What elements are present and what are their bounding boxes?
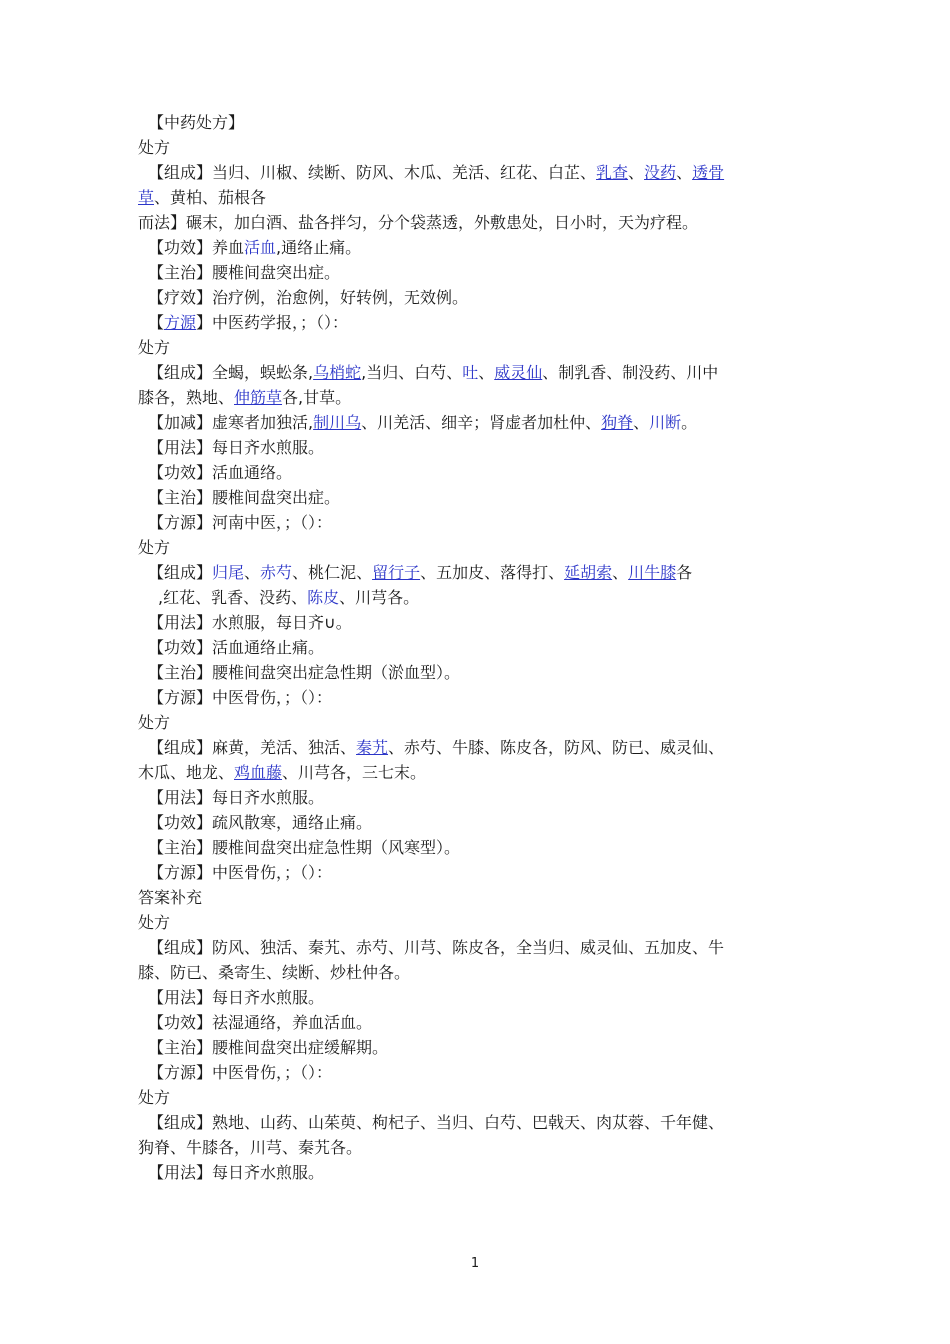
text-line bbox=[138, 360, 803, 385]
text-fragment: 各 bbox=[676, 563, 693, 582]
text-fragment: 【 bbox=[148, 313, 165, 332]
section-heading: 【中药处方】 bbox=[148, 113, 245, 132]
text-line: 【功效】活血通络。 bbox=[148, 463, 293, 482]
prescription-heading: 处方 bbox=[138, 538, 171, 557]
text-fragment: 各,甘草。 bbox=[282, 388, 352, 407]
text-line: 【用法】每日齐水煎服。 bbox=[148, 1163, 325, 1182]
text-fragment: 、 bbox=[612, 563, 629, 582]
text-fragment: ,红花、乳香、没药、 bbox=[158, 588, 308, 607]
text-fragment: ,当归、白芍、 bbox=[361, 363, 463, 382]
text-line: 【方源】中医骨伤，；（）： bbox=[148, 1063, 333, 1082]
text-fragment: 、 bbox=[244, 563, 261, 582]
herb-link[interactable]: 没药 bbox=[644, 163, 677, 182]
text-line: 【用法】每日齐水煎服。 bbox=[148, 788, 325, 807]
text-line bbox=[138, 185, 803, 210]
herb-link[interactable]: 乌梢蛇 bbox=[313, 363, 362, 382]
herb-link[interactable]: 留行子 bbox=[372, 563, 421, 582]
herb-link[interactable]: 秦艽 bbox=[356, 738, 389, 757]
herb-highlight: 赤芍 bbox=[260, 563, 293, 582]
text-fragment: 、 bbox=[628, 163, 645, 182]
text-fragment: 。 bbox=[681, 413, 698, 432]
text-fragment: 、赤芍、牛膝、陈皮各，防风、防已、威灵仙、 bbox=[388, 738, 725, 757]
text-fragment: 、川芎各，三七末。 bbox=[282, 763, 427, 782]
text-line bbox=[138, 585, 803, 610]
text-fragment: 、川芎各。 bbox=[339, 588, 420, 607]
herb-link[interactable]: 乳查 bbox=[596, 163, 629, 182]
text-line: 【组成】防风、独活、秦艽、赤芍、川芎、陈皮各，全当归、威灵仙、五加皮、牛 bbox=[148, 938, 725, 957]
herb-link[interactable]: 制川乌 bbox=[313, 413, 362, 432]
text-fragment: 【组成】麻黄，羌活、独活、 bbox=[148, 738, 357, 757]
herb-highlight: 吐 bbox=[462, 363, 479, 382]
herb-link[interactable]: 延胡索 bbox=[564, 563, 613, 582]
text-fragment: ,通络止痛。 bbox=[276, 238, 362, 257]
text-fragment: 、桃仁泥、 bbox=[292, 563, 373, 582]
prescription-heading: 处方 bbox=[138, 138, 171, 157]
text-line: 而法】碾末，加白酒、盐各拌匀，分个袋蒸透，外敷患处，日小时，天为疗程。 bbox=[138, 213, 699, 232]
text-line bbox=[138, 235, 803, 260]
herb-link[interactable]: 透骨 bbox=[692, 163, 725, 182]
text-line: 【方源】河南中医，；（）： bbox=[148, 513, 333, 532]
herb-link[interactable]: 方源 bbox=[164, 313, 197, 332]
text-fragment: 】中医药学报，；（）： bbox=[196, 313, 349, 332]
text-line: 膝、防已、桑寄生、续断、炒杜仲各。 bbox=[138, 963, 411, 982]
text-fragment: 、五加皮、落得打、 bbox=[420, 563, 565, 582]
text-fragment: 、 bbox=[478, 363, 495, 382]
text-line: 狗脊、牛膝各，川芎、秦艽各。 bbox=[138, 1138, 363, 1157]
text-fragment: 【组成】当归、川椒、续断、防风、木瓜、羌活、红花、白芷、 bbox=[148, 163, 597, 182]
herb-highlight: 归尾 bbox=[212, 563, 245, 582]
text-line: 【主治】腰椎间盘突出症急性期（风寒型）。 bbox=[148, 838, 461, 857]
herb-link[interactable]: 草 bbox=[138, 188, 155, 207]
text-fragment: 、黄柏、茄根各 bbox=[154, 188, 267, 207]
herb-highlight: 陈皮 bbox=[307, 588, 340, 607]
text-line: 【疗效】治疗例，治愈例，好转例，无效例。 bbox=[148, 288, 469, 307]
prescription-heading: 处方 bbox=[138, 1088, 171, 1107]
text-fragment: 膝各，熟地、 bbox=[138, 388, 235, 407]
text-line bbox=[138, 410, 803, 435]
text-fragment: 木瓜、地龙、 bbox=[138, 763, 235, 782]
text-line: 【主治】腰椎间盘突出症。 bbox=[148, 263, 341, 282]
prescription-heading: 处方 bbox=[138, 338, 171, 357]
text-fragment: 【加减】虚寒者加独活, bbox=[148, 413, 314, 432]
text-line: 【方源】中医骨伤，；（）： bbox=[148, 688, 333, 707]
text-fragment: 、制乳香、制没药、川中 bbox=[542, 363, 719, 382]
herb-link[interactable]: 川牛膝 bbox=[628, 563, 677, 582]
text-fragment: 、 bbox=[676, 163, 693, 182]
herb-highlight: 川断 bbox=[649, 413, 682, 432]
text-line: 【用法】水煎服，每日齐∪。 bbox=[148, 613, 352, 632]
text-fragment: 【组成】 bbox=[148, 563, 213, 582]
text-line bbox=[138, 735, 803, 760]
text-fragment: 、 bbox=[633, 413, 650, 432]
text-line bbox=[138, 160, 803, 185]
text-line: 【用法】每日齐水煎服。 bbox=[148, 988, 325, 1007]
herb-link[interactable]: 鸡血藤 bbox=[234, 763, 283, 782]
herb-link[interactable]: 威灵仙 bbox=[494, 363, 543, 382]
text-line: 【功效】疏风散寒，通络止痛。 bbox=[148, 813, 373, 832]
text-line: 【主治】腰椎间盘突出症缓解期。 bbox=[148, 1038, 389, 1057]
page-number: 1 bbox=[470, 1256, 480, 1271]
herb-link[interactable]: 伸筋草 bbox=[234, 388, 283, 407]
text-fragment: 、川羌活、细辛；肾虚者加杜仲、 bbox=[361, 413, 602, 432]
text-line: 【方源】中医骨伤，；（）： bbox=[148, 863, 333, 882]
text-line: 【主治】腰椎间盘突出症急性期（淤血型）。 bbox=[148, 663, 461, 682]
prescription-heading: 处方 bbox=[138, 913, 171, 932]
text-line bbox=[138, 385, 803, 410]
herb-link[interactable]: 狗脊 bbox=[601, 413, 634, 432]
text-line: 【主治】腰椎间盘突出症。 bbox=[148, 488, 341, 507]
text-line bbox=[138, 560, 803, 585]
text-line: 【组成】熟地、山药、山茱萸、枸杞子、当归、白芍、巴戟天、肉苁蓉、千年健、 bbox=[148, 1113, 725, 1132]
text-line: 【功效】活血通络止痛。 bbox=[148, 638, 325, 657]
document-body bbox=[138, 110, 803, 1185]
herb-highlight: 活血 bbox=[244, 238, 277, 257]
text-line: 【功效】祛湿通络，养血活血。 bbox=[148, 1013, 373, 1032]
prescription-heading: 处方 bbox=[138, 713, 171, 732]
text-line bbox=[138, 310, 803, 335]
text-line bbox=[138, 760, 803, 785]
text-fragment: 【组成】全蝎，蜈蚣条, bbox=[148, 363, 314, 382]
text-line: 【用法】每日齐水煎服。 bbox=[148, 438, 325, 457]
prescription-heading: 答案补充 bbox=[138, 888, 203, 907]
text-fragment: 【功效】养血 bbox=[148, 238, 245, 257]
